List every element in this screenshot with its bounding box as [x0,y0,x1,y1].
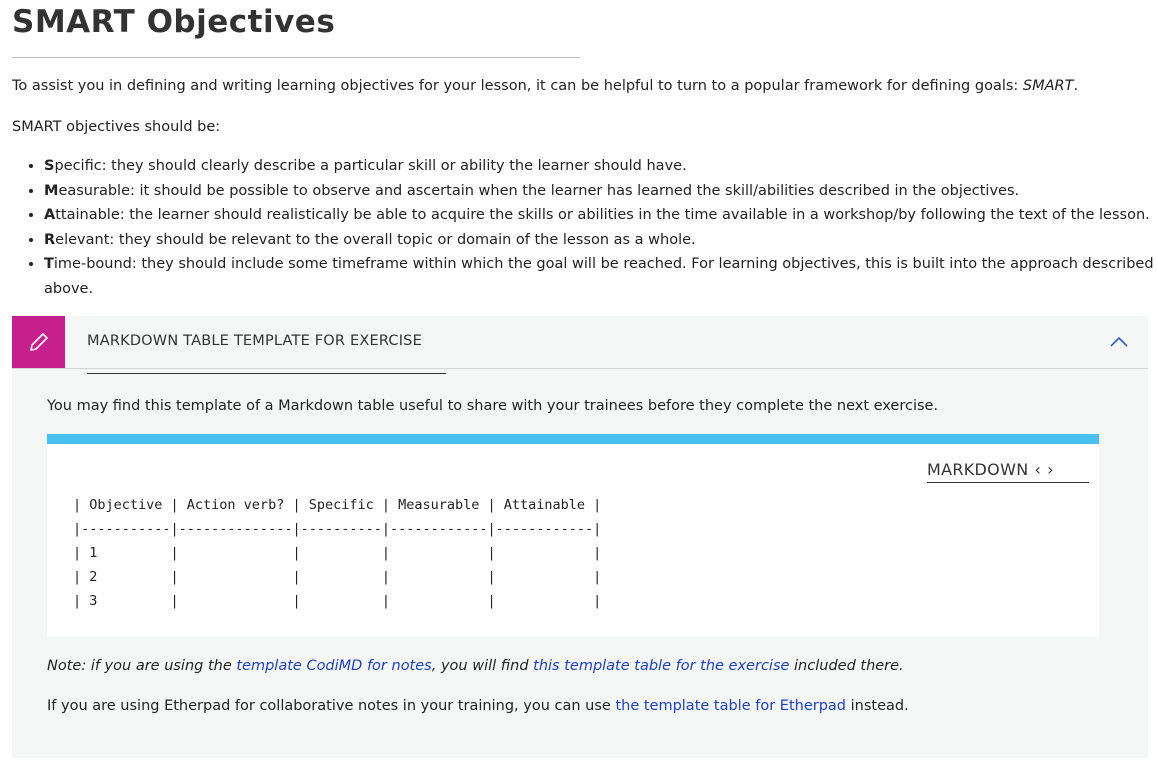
etherpad-text: If you are using Etherpad for collaborative notes in your training, you can use [47,698,616,714]
list-item [44,252,1154,301]
smart-list [12,154,1154,301]
item-letter: T [44,256,54,272]
note-paragraph [47,658,904,674]
list-item [44,179,1154,204]
pencil-icon [12,316,65,368]
list-item [44,154,1154,179]
item-text: elevant: they should be relevant to the overall topic or domain of the lesson as a whole. [55,231,696,248]
lead-paragraph: SMART objectives should be: [12,119,221,135]
intro-paragraph [12,76,1078,96]
title-underline [87,373,446,374]
note-text: included there. [789,658,904,674]
code-block [47,444,1099,637]
item-text: ttainable: the learner should realistically be able to acquire the skills or abilities in the time available in a workshop/by following the text of the lesson. [55,207,1150,223]
exercise-panel [12,316,1148,758]
note-text: , you will find [431,658,534,674]
item-letter: M [44,182,59,199]
page-title: SMART Objectives [12,4,336,40]
chevron-left-icon[interactable]: ‹ [1034,460,1042,479]
code-content: | Objective | Action verb? | Specific | Measurable | Attainable | |-----------|--------------|----------|------------|------------| | 1 | | | | | | 2 | | | | | | 3 | | | | | [73,497,602,609]
code-language-switcher [927,460,1089,483]
panel-body-text: You may find this template of a Markdown table useful to share with your trainees before they complete the next exercise. [47,398,939,414]
item-letter: S [44,158,55,174]
etherpad-text: instead. [846,698,909,714]
chevron-right-icon[interactable]: › [1047,460,1054,479]
title-divider [12,57,580,58]
list-item [44,203,1154,228]
intro-end: . [1073,78,1079,94]
intro-emphasis: SMART [1022,78,1074,94]
intro-text: To assist you in defining and writing learning objectives for your lesson, it can be helpful to turn to a popular framework for defining goals: [12,78,1023,94]
chevron-up-icon[interactable] [1109,334,1129,354]
item-letter: A [44,207,56,223]
template-table-link[interactable]: this template table for the exercise [533,658,790,674]
code-accent-bar [47,434,1099,444]
item-letter: R [44,231,56,248]
etherpad-paragraph [47,698,909,714]
item-text: ime-bound: they should include some timeframe within which the goal will be reached. For learning objectives, this is built into the approach described above. [44,256,1154,297]
etherpad-template-link[interactable]: the template table for Etherpad [615,698,847,714]
item-text: pecific: they should clearly describe a particular skill or ability the learner should have. [54,158,687,174]
item-text: easurable: it should be possible to observe and ascertain when the learner has learned the skill/abilities described in the objectives. [58,182,1020,199]
list-item [44,228,1154,253]
panel-header[interactable] [12,316,1148,369]
code-language-label: MARKDOWN [927,460,1029,479]
panel-title: MARKDOWN TABLE TEMPLATE FOR EXERCISE [87,333,422,349]
codimd-template-link[interactable]: template CodiMD for notes [236,658,432,674]
note-text: Note: if you are using the [47,658,237,674]
